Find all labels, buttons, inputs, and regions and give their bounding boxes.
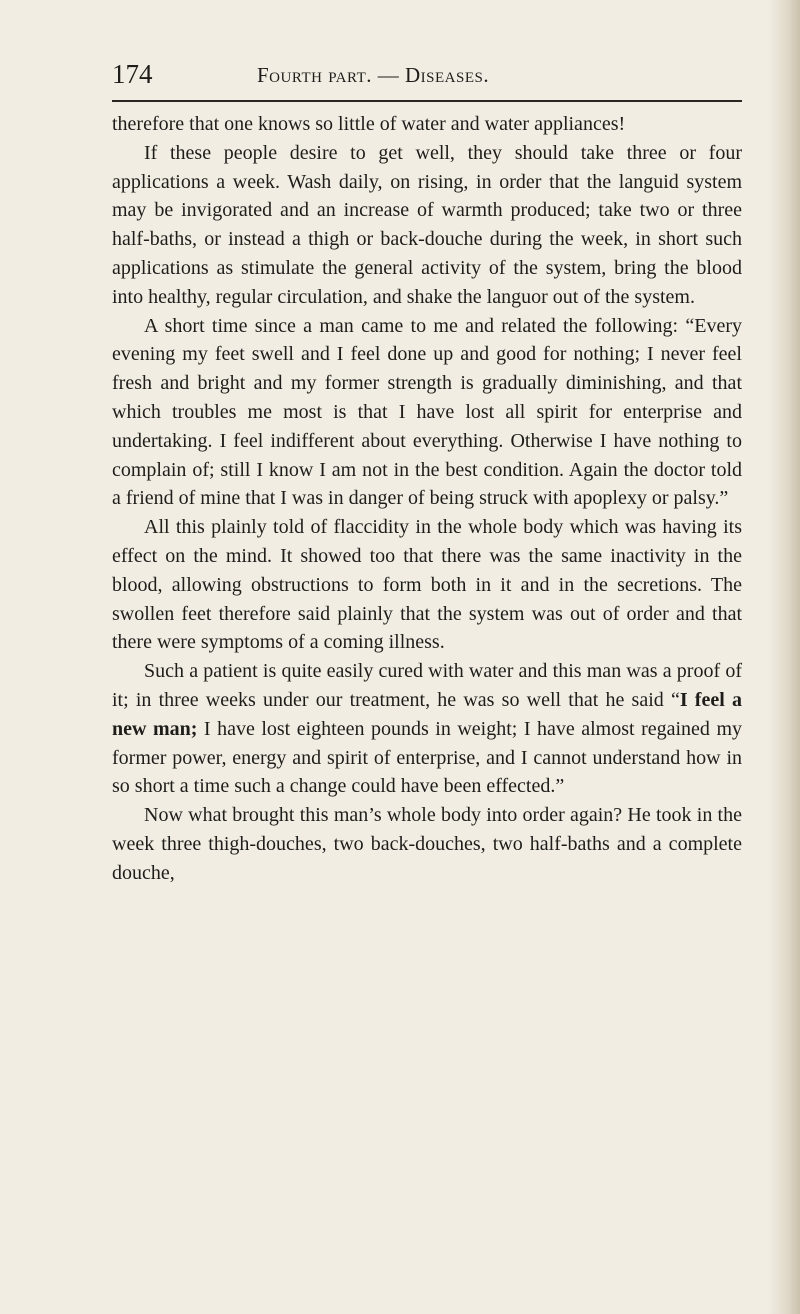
- header-rule: [112, 100, 742, 102]
- paragraph-5-emphasis: I feel a new man;: [112, 688, 742, 740]
- body-text: [112, 110, 742, 888]
- running-head: Fourth part. — Diseases.: [257, 63, 490, 87]
- paragraph-5-start: Such a patient is quite easily cured with water and this man was a proof of it; in three weeks under our treatment, he was so well that he said “: [112, 660, 742, 711]
- page-header: [112, 58, 742, 98]
- paragraph-1: therefore that one knows so little of water and water appliances!: [112, 113, 626, 135]
- paragraph-5: [112, 657, 742, 801]
- paragraph-3: A short time since a man came to me and related the following: “Every evening my feet swell and I feel done up and good for nothing; I never feel fresh and bright and my former strength is gradually diminishing, and that which troubles me most is that I have lost all spirit for enterprise and undertaking. I feel indifferent about everything. Otherwise I have nothing to complain of; still I know I am not in the best condition. Again the doctor told a friend of mine that I was in danger of being struck with apoplexy or palsy.”: [112, 314, 742, 510]
- paragraph-5-end: I have lost eighteen pounds in weight; I have almost regained my former power, energy and spirit of enterprise, and I cannot understand how in so short a time such a change could have been effected.”: [112, 717, 742, 798]
- page-edge-shadow: [768, 0, 800, 1314]
- page-number: 174: [112, 59, 153, 89]
- paragraph-4: All this plainly told of flaccidity in the whole body which was having its effect on the mind. It showed too that there was the same inactivity in the blood, allowing obstructions to form both in it and in the secretions. The swollen feet therefore said plainly that the system was out of order and that there were symptoms of a coming illness.: [112, 516, 742, 654]
- paragraph-6: Now what brought this man’s whole body into order again? He took in the week three thigh-douches, two back-douches, two half-baths and a complete douche,: [112, 804, 742, 884]
- paragraph-2: If these people desire to get well, they should take three or four applications a week. Wash daily, on rising, in order that the languid system may be invigorated and an increase of warmth produced; take two or three half-baths, or instead a thigh or back-douche during the week, in short such applications as stimulate the general activity of the system, bring the blood into healthy, regular circulation, and shake the languor out of the system.: [112, 141, 742, 308]
